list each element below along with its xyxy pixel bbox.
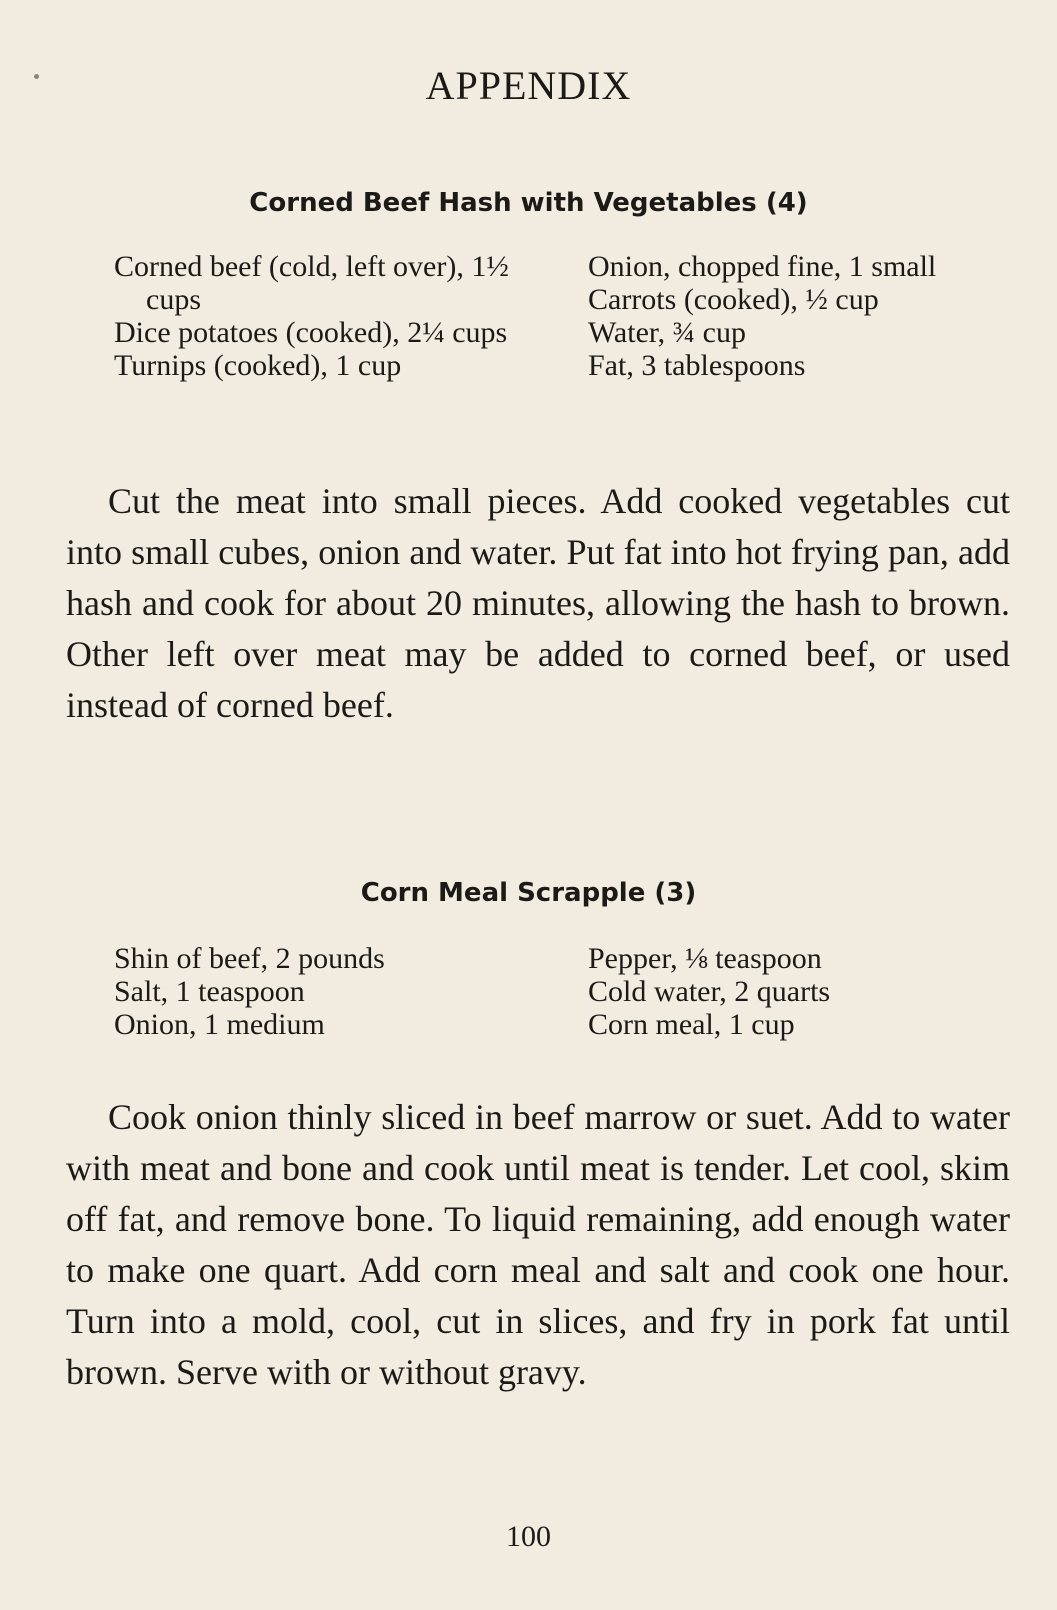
- ingredient-item: Dice potatoes (cooked), 2¼ cups: [114, 316, 508, 349]
- ingredient-item: Pepper, ⅛ teaspoon: [588, 942, 822, 975]
- ingredients-right-column: [588, 942, 1008, 1041]
- recipe-title: Corn Meal Scrapple (3): [360, 878, 697, 908]
- ingredient-item: Water, ¾ cup: [588, 316, 746, 349]
- ingredient-item: Onion, chopped fine, 1 small: [588, 250, 937, 283]
- ingredient-item: Onion, 1 medium: [114, 1008, 325, 1041]
- ingredient-item: Fat, 3 tablespoons: [588, 349, 806, 382]
- ingredient-item: Corn meal, 1 cup: [588, 1008, 795, 1041]
- page-number: 100: [506, 1520, 551, 1553]
- ingredients-left-column: [114, 250, 534, 382]
- ingredients-right-column: [588, 250, 1008, 382]
- ingredient-item: Turnips (cooked), 1 cup: [114, 349, 402, 382]
- ingredient-item: Carrots (cooked), ½ cup: [588, 283, 879, 316]
- ingredient-item: Salt, 1 teaspoon: [114, 975, 305, 1008]
- ingredient-item: Corned beef (cold, left over), 1½ cups: [114, 250, 509, 316]
- ingredient-item: Shin of beef, 2 pounds: [114, 942, 385, 975]
- ingredient-item: Cold water, 2 quarts: [588, 975, 831, 1008]
- recipe-directions: Cut the meat into small pieces. Add cooked vegetables cut into small cubes, onion and water. Put fat into hot frying pan, add hash and cook for about 20 minutes, allowing the hash to brown. Other left over meat may be added to corned beef, or used instead of corned beef.: [66, 481, 1010, 725]
- running-head: APPENDIX: [425, 63, 632, 108]
- ingredients-left-column: [114, 942, 534, 1041]
- recipe-directions: Cook onion thinly sliced in beef marrow or suet. Add to water with meat and bone and cook until meat is tender. Let cool, skim off fat, and remove bone. To liquid remaining, add enough water to make one quart. Add corn meal and salt and cook one hour. Turn into a mold, cool, cut in slices, and fry in pork fat until brown. Serve with or without gravy.: [66, 1097, 1010, 1392]
- recipe-title: Corned Beef Hash with Vegetables (4): [249, 188, 808, 218]
